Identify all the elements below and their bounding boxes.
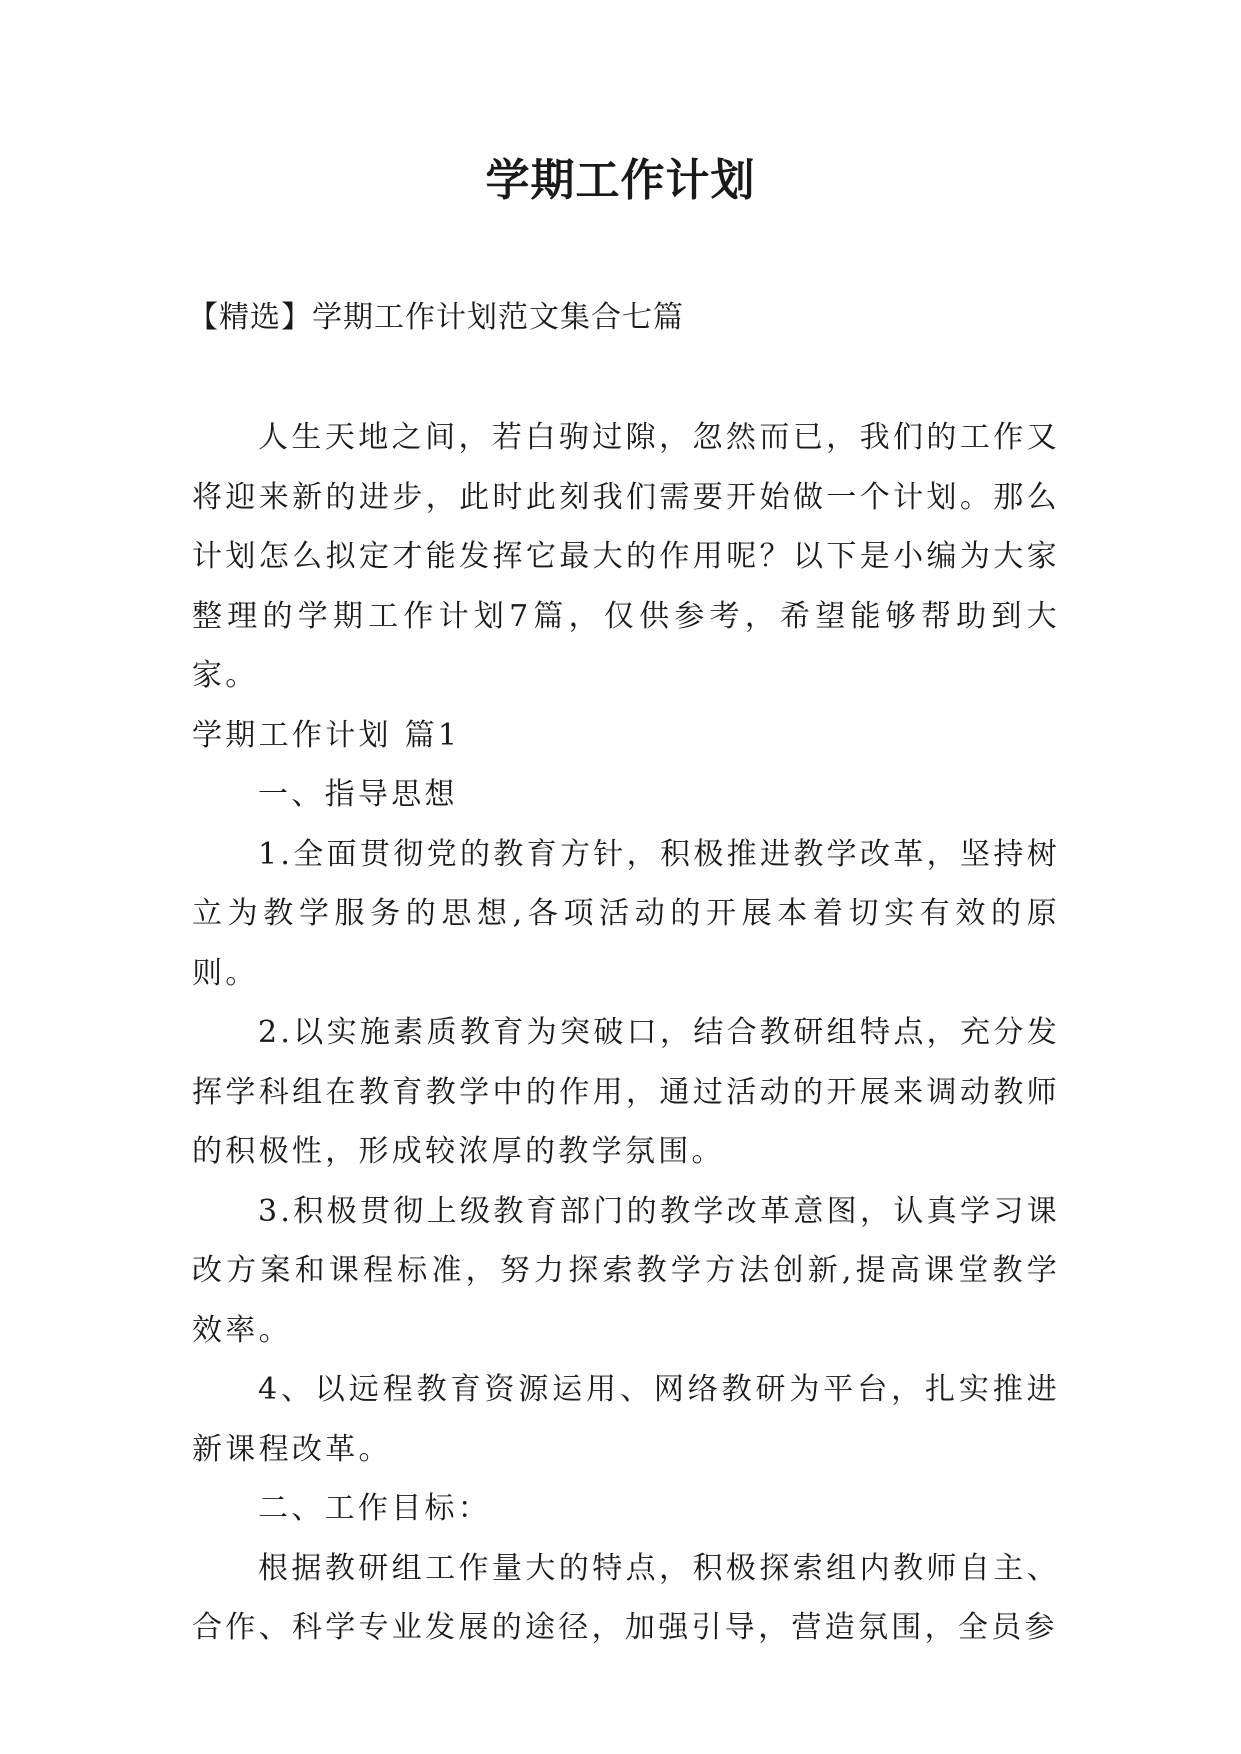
subheading-work-goals: 二、工作目标： (258, 1491, 492, 1526)
document-title: 学期工作计划 (485, 155, 756, 206)
document-subtitle: 【精选】学期工作计划范文集合七篇 (188, 300, 684, 335)
list-item-3: 3.积极贯彻上级教育部门的教学改革意图，认真学习课改方案和课程标准，努力探索教学方法创新,提高课堂教学效率。 (192, 1193, 1060, 1348)
list-item-4: 4、以远程教育资源运用、网络教研为平台，扎实推进新课程改革。 (192, 1372, 1060, 1467)
intro-paragraph: 人生天地之间，若白驹过隙，忽然而已，我们的工作又将迎来新的进步，此时此刻我们需要开始做一个计划。那么计划怎么拟定才能发挥它最大的作用呢？以下是小编为大家整理的学期工作计划7篇，仅供参考，希望能够帮助到大家。 (192, 420, 1060, 693)
section-heading: 学期工作计划 篇1 (192, 717, 461, 753)
list-item-1: 1.全面贯彻党的教育方针，积极推进教学改革，坚持树立为教学服务的思想,各项活动的开展本着切实有效的原则。 (192, 836, 1060, 991)
document-body (192, 408, 1060, 1658)
subheading-guiding-ideology: 一、指导思想 (258, 777, 458, 812)
list-item-2: 2.以实施素质教育为突破口，结合教研组特点，充分发挥学科组在教育教学中的作用，通过活动的开展来调动教师的积极性，形成较浓厚的教学氛围。 (192, 1015, 1060, 1169)
goals-paragraph: 根据教研组工作量大的特点，积极探索组内教师自主、合作、科学专业发展的途径，加强引导，营造氛围，全员参 (192, 1550, 1060, 1645)
